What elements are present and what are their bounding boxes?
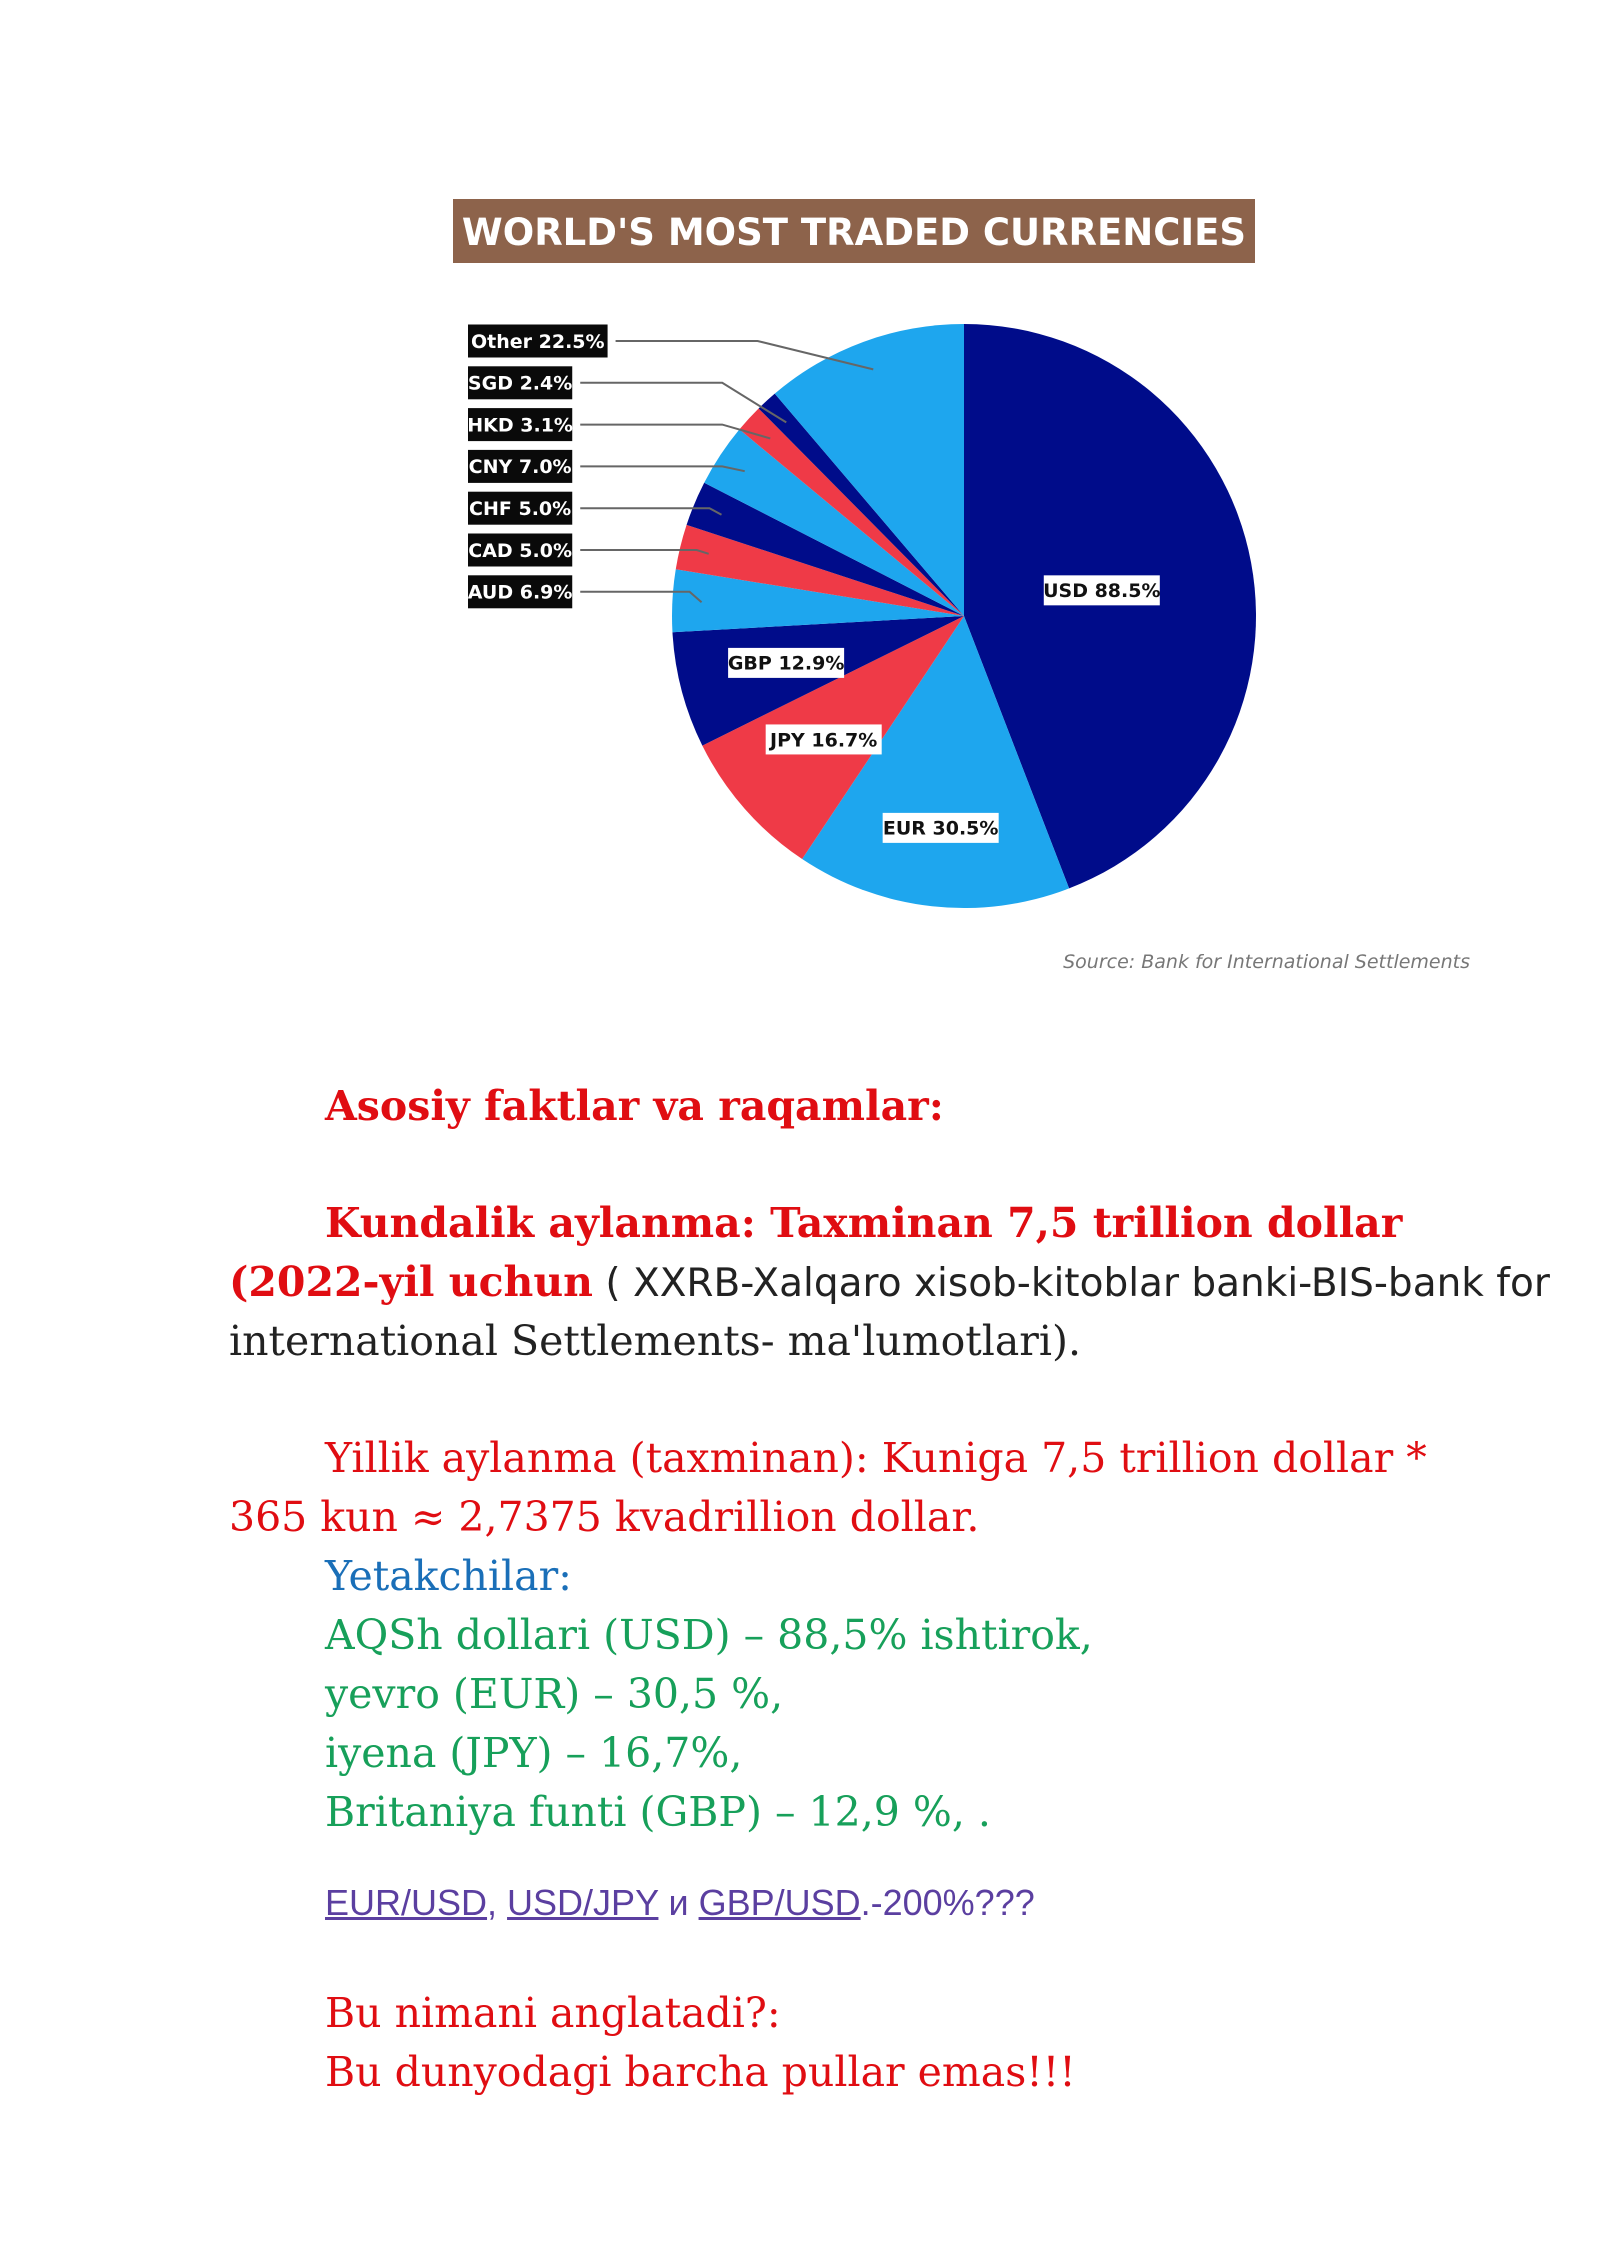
- daily-turnover-line-3: international Settlements- ma'lumotlari).: [229, 1317, 1082, 1365]
- slice-label-text: CNY 7.0%: [468, 456, 572, 479]
- pair-link-eurusd[interactable]: EUR/USD: [325, 1882, 488, 1923]
- pair-link-usdjpy[interactable]: USD/JPY: [507, 1882, 659, 1923]
- legend-tag-hkd: [467, 408, 573, 441]
- legend-tag-cad: [468, 534, 572, 567]
- slice-label-jpy: [766, 724, 882, 754]
- pair-link-gbpusd[interactable]: GBP/USD: [698, 1882, 861, 1923]
- annual-turnover-line-2: 365 kun ≈ 2,7375 kvadrillion dollar.: [229, 1493, 980, 1541]
- daily-turnover-source: ( XXRB-Xalqaro xisob-kitoblar banki-BIS-bank for: [592, 1261, 1550, 1306]
- slice-label-text: JPY 16.7%: [770, 729, 878, 752]
- slice-label-text: CAD 5.0%: [468, 539, 572, 562]
- daily-turnover-line-1: Kundalik aylanma: Taxminan 7,5 trillion dollar: [325, 1199, 1403, 1247]
- pie-chart: [320, 150, 1510, 1010]
- leader-item: AQSh dollari (USD) – 88,5% ishtirok,: [325, 1611, 1093, 1659]
- slice-label-gbp: [728, 648, 845, 678]
- legend-tag-chf: [468, 492, 572, 525]
- daily-turnover-line-2: [229, 1253, 1550, 1313]
- slice-label-usd: [1043, 575, 1160, 605]
- legend-tag-cny: [468, 450, 572, 483]
- leader-item: yevro (EUR) – 30,5 %,: [325, 1670, 784, 1718]
- pairs-tail: .-200%???: [860, 1882, 1035, 1923]
- answer-line: Bu dunyodagi barcha pullar emas!!!: [325, 2048, 1076, 2096]
- slice-label-text: AUD 6.9%: [467, 581, 573, 604]
- slice-label-text: GBP 12.9%: [727, 652, 845, 675]
- chart-source-note: Source: Bank for International Settlements: [1063, 951, 1470, 973]
- pair-separator: ,: [487, 1882, 508, 1923]
- chart-title: WORLD'S MOST TRADED CURRENCIES: [461, 211, 1247, 254]
- legend-tag-aud: [468, 575, 573, 608]
- slice-label-text: Other 22.5%: [471, 330, 605, 353]
- slice-label-eur: [883, 813, 999, 843]
- slice-label-text: CHF 5.0%: [469, 498, 572, 521]
- legend-tag-other: [468, 325, 608, 358]
- leader-item: Britaniya funti (GBP) – 12,9 %, .: [325, 1788, 991, 1836]
- leader-item: iyena (JPY) – 16,7%,: [325, 1729, 743, 1777]
- slice-label-text: USD 88.5%: [1043, 580, 1161, 603]
- slice-label-text: SGD 2.4%: [467, 372, 573, 395]
- slice-label-text: EUR 30.5%: [882, 817, 999, 840]
- question-line: Bu nimani anglatadi?:: [325, 1989, 781, 2037]
- legend-tag-sgd: [468, 366, 572, 399]
- pair-separator: и: [658, 1882, 699, 1923]
- leaders-heading: Yetakchilar:: [325, 1552, 572, 1600]
- currency-pie-chart-figure: [320, 150, 1510, 1010]
- annual-turnover-line-1: Yillik aylanma (taxminan): Kuniga 7,5 trillion dollar *: [325, 1434, 1427, 1482]
- currency-pairs-line: [325, 1878, 1035, 1929]
- chart-title-banner: [453, 199, 1255, 263]
- daily-turnover-year: (2022-yil uchun: [229, 1258, 593, 1306]
- section-heading: Asosiy faktlar va raqamlar:: [325, 1082, 944, 1130]
- slice-label-text: HKD 3.1%: [467, 414, 573, 437]
